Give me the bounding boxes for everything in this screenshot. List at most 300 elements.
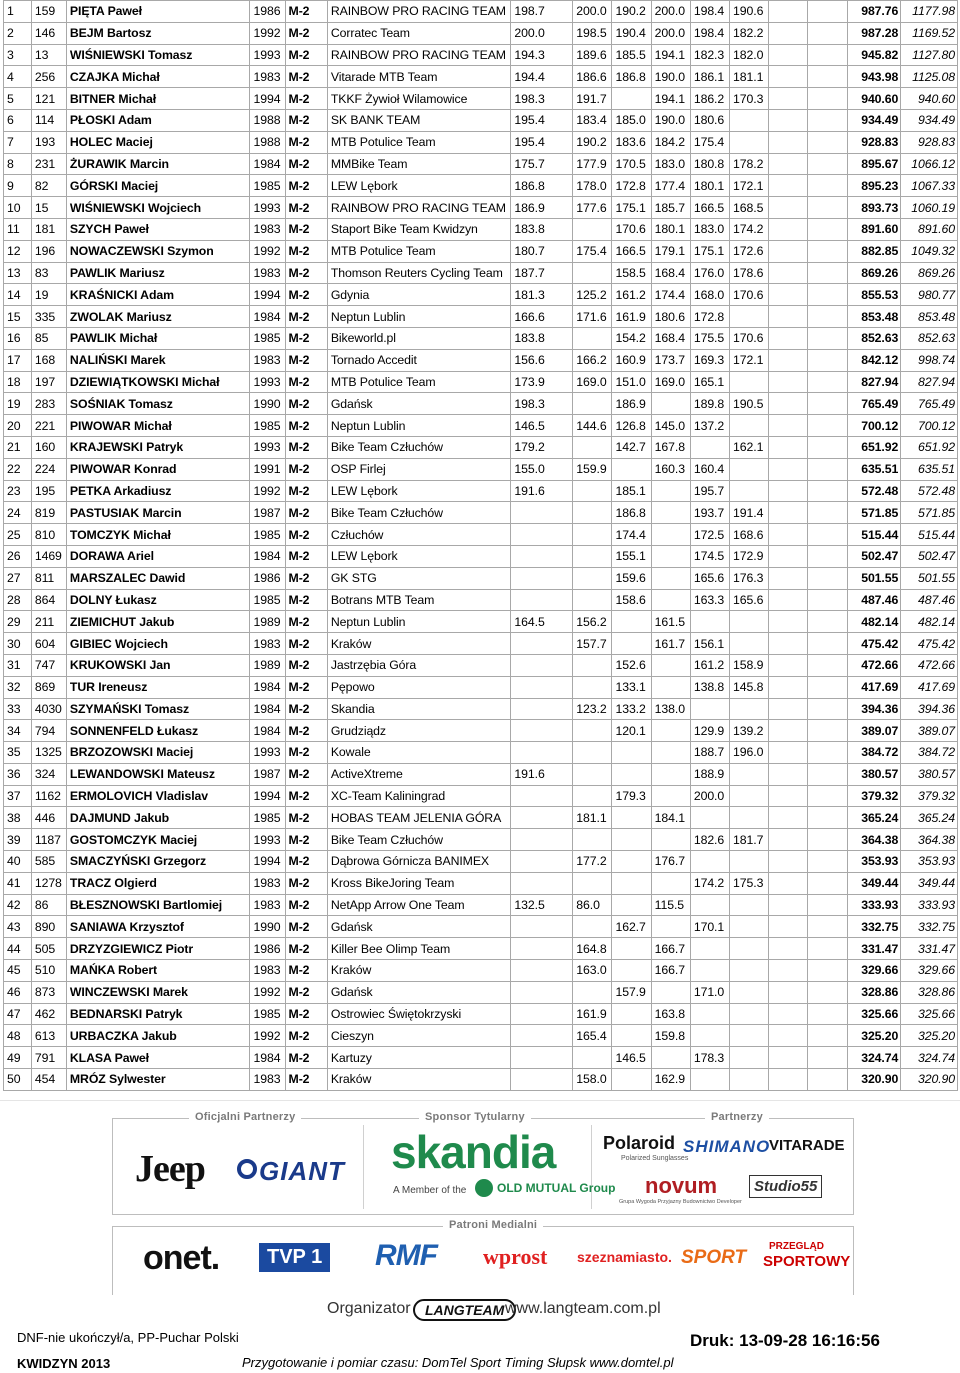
table-row [4,306,958,328]
place-cell: 16 [4,327,32,349]
bib-cell: 810 [31,524,66,546]
name-cell: PŁOSKI Adam [66,109,250,131]
stage-score-cell: 175.4 [573,240,612,262]
stage-score-cell: 180.8 [690,153,729,175]
total-cell: 394.36 [847,698,901,720]
points-cell: 384.72 [901,742,958,764]
stage-score-cell [808,131,847,153]
year-cell: 1992 [250,480,285,502]
total-cell: 945.82 [847,44,901,66]
year-cell: 1990 [250,393,285,415]
stage-score-cell [511,545,573,567]
results-table [3,0,958,1091]
stage-score-cell [690,807,729,829]
team-cell: LEW Lębork [327,175,511,197]
category-cell: M-2 [285,175,327,197]
total-cell: 853.48 [847,306,901,328]
category-cell: M-2 [285,284,327,306]
name-cell: NOWACZEWSKI Szymon [66,240,250,262]
year-cell: 1991 [250,458,285,480]
szeznamiasto-logo: szeznamiasto. [577,1249,672,1265]
stage-score-cell [769,960,808,982]
team-cell: Kraków [327,633,511,655]
points-cell: 572.48 [901,480,958,502]
stage-score-cell [511,1003,573,1025]
name-cell: WIŚNIEWSKI Wojciech [66,197,250,219]
stage-score-cell: 183.0 [651,153,690,175]
stage-score-cell: 190.5 [730,393,769,415]
points-cell: 928.83 [901,131,958,153]
stage-score-cell: 172.1 [730,349,769,371]
points-cell: 328.86 [901,981,958,1003]
stage-score-cell [612,829,651,851]
stage-score-cell [511,633,573,655]
table-row [4,524,958,546]
stage-score-cell: 194.3 [511,44,573,66]
stage-score-cell [511,1025,573,1047]
name-cell: ZIEMICHUT Jakub [66,611,250,633]
bib-cell: 613 [31,1025,66,1047]
stage-score-cell [573,480,612,502]
table-row [4,393,958,415]
points-cell: 852.63 [901,327,958,349]
bib-cell: 873 [31,981,66,1003]
stage-score-cell: 175.4 [690,131,729,153]
stage-score-cell [808,22,847,44]
official-partners-label: Oficjalni Partnerzy [189,1111,301,1123]
year-cell: 1983 [250,960,285,982]
stage-score-cell: 123.2 [573,698,612,720]
year-cell: 1993 [250,371,285,393]
stage-score-cell: 165.1 [690,371,729,393]
team-cell: Ostrowiec Świętokrzyski [327,1003,511,1025]
stage-score-cell [511,851,573,873]
name-cell: MARSZALEC Dawid [66,567,250,589]
table-row [4,502,958,524]
stage-score-cell [769,284,808,306]
name-cell: SMACZYŃSKI Grzegorz [66,851,250,873]
total-cell: 928.83 [847,131,901,153]
team-cell: Gdynia [327,284,511,306]
bib-cell: 86 [31,894,66,916]
total-cell: 893.73 [847,197,901,219]
points-cell: 940.60 [901,88,958,110]
place-cell: 11 [4,218,32,240]
title-sponsor-label: Sponsor Tytularny [419,1111,531,1123]
stage-score-cell: 185.5 [612,44,651,66]
year-cell: 1985 [250,1003,285,1025]
place-cell: 25 [4,524,32,546]
stage-score-cell: 189.6 [573,44,612,66]
category-cell: M-2 [285,807,327,829]
stage-score-cell: 133.1 [612,676,651,698]
stage-score-cell: 170.6 [612,218,651,240]
stage-score-cell: 138.8 [690,676,729,698]
table-row [4,611,958,633]
bib-cell: 811 [31,567,66,589]
stage-score-cell: 200.0 [573,1,612,23]
stage-score-cell: 190.2 [573,131,612,153]
stage-score-cell: 160.4 [690,458,729,480]
stage-score-cell [769,742,808,764]
stage-score-cell: 158.9 [730,654,769,676]
team-cell: ActiveXtreme [327,763,511,785]
stage-score-cell [769,153,808,175]
stage-score-cell: 165.4 [573,1025,612,1047]
stage-score-cell: 190.0 [651,109,690,131]
przeglad-sportowy-top: PRZEGLĄD [769,1241,824,1252]
place-cell: 18 [4,371,32,393]
stage-score-cell [808,1047,847,1069]
stage-score-cell: 191.4 [730,502,769,524]
year-cell: 1992 [250,240,285,262]
table-row [4,480,958,502]
stage-score-cell: 179.1 [651,240,690,262]
stage-score-cell: 161.7 [651,633,690,655]
table-row [4,545,958,567]
year-cell: 1989 [250,654,285,676]
stage-score-cell [808,676,847,698]
name-cell: MRÓZ Sylwester [66,1069,250,1091]
stage-score-cell [769,175,808,197]
stage-score-cell: 172.5 [690,524,729,546]
stage-score-cell [612,872,651,894]
stage-score-cell: 174.4 [651,284,690,306]
category-cell: M-2 [285,524,327,546]
category-cell: M-2 [285,371,327,393]
total-cell: 827.94 [847,371,901,393]
name-cell: BEJM Bartosz [66,22,250,44]
stage-score-cell: 170.6 [730,284,769,306]
year-cell: 1984 [250,676,285,698]
bib-cell: 195 [31,480,66,502]
bib-cell: 1162 [31,785,66,807]
stage-score-cell [769,1003,808,1025]
tvp-sport-logo: SPORT [681,1247,747,1268]
total-cell: 349.44 [847,872,901,894]
name-cell: SZYMAŃSKI Tomasz [66,698,250,720]
stage-score-cell: 172.6 [730,240,769,262]
total-cell: 891.60 [847,218,901,240]
points-cell: 934.49 [901,109,958,131]
table-row [4,240,958,262]
stage-score-cell [730,1047,769,1069]
team-cell: Bike Team Człuchów [327,829,511,851]
place-cell: 48 [4,1025,32,1047]
stage-score-cell: 169.0 [651,371,690,393]
stage-score-cell: 185.0 [612,109,651,131]
stage-score-cell [730,371,769,393]
year-cell: 1983 [250,1069,285,1091]
team-cell: RAINBOW PRO RACING TEAM [327,1,511,23]
points-cell: 324.74 [901,1047,958,1069]
year-cell: 1984 [250,306,285,328]
stage-score-cell: 166.2 [573,349,612,371]
points-cell: 331.47 [901,938,958,960]
year-cell: 1994 [250,851,285,873]
stage-score-cell [612,611,651,633]
total-cell: 987.28 [847,22,901,44]
stage-score-cell [573,545,612,567]
points-cell: 827.94 [901,371,958,393]
stage-score-cell: 145.0 [651,415,690,437]
table-row [4,785,958,807]
stage-score-cell [769,480,808,502]
polaroid-subtext: Polarized Sunglasses [621,1155,689,1162]
stage-score-cell: 181.7 [730,829,769,851]
stage-score-cell [612,938,651,960]
year-cell: 1994 [250,88,285,110]
category-cell: M-2 [285,1,327,23]
place-cell: 6 [4,109,32,131]
category-cell: M-2 [285,1069,327,1091]
stage-score-cell [769,1069,808,1091]
stage-score-cell [651,916,690,938]
name-cell: MAŃKA Robert [66,960,250,982]
team-cell: TKKF Żywioł Wilamowice [327,88,511,110]
langteam-website: www.langteam.com.pl [505,1300,661,1317]
table-row [4,916,958,938]
stage-score-cell: 186.8 [511,175,573,197]
place-cell: 32 [4,676,32,698]
stage-score-cell: 193.7 [690,502,729,524]
stage-score-cell: 165.6 [690,567,729,589]
stage-score-cell: 183.8 [511,218,573,240]
stage-score-cell [808,894,847,916]
place-cell: 24 [4,502,32,524]
year-cell: 1985 [250,589,285,611]
year-cell: 1990 [250,916,285,938]
stage-score-cell [612,1069,651,1091]
stage-score-cell: 172.8 [612,175,651,197]
year-cell: 1987 [250,502,285,524]
stage-score-cell: 186.2 [690,88,729,110]
stage-score-cell: 156.2 [573,611,612,633]
total-cell: 852.63 [847,327,901,349]
table-row [4,676,958,698]
table-row [4,851,958,873]
stage-score-cell [651,589,690,611]
stage-score-cell [730,611,769,633]
stage-score-cell [730,458,769,480]
stage-score-cell [769,66,808,88]
name-cell: HOLEC Maciej [66,131,250,153]
bib-cell: 1469 [31,545,66,567]
year-cell: 1985 [250,327,285,349]
stage-score-cell [730,981,769,1003]
stage-score-cell: 186.8 [612,502,651,524]
stage-score-cell: 175.5 [690,327,729,349]
place-cell: 14 [4,284,32,306]
stage-score-cell [690,436,729,458]
place-cell: 49 [4,1047,32,1069]
name-cell: GÓRSKI Maciej [66,175,250,197]
stage-score-cell [651,763,690,785]
place-cell: 46 [4,981,32,1003]
place-cell: 17 [4,349,32,371]
stage-score-cell: 198.3 [511,393,573,415]
table-row [4,88,958,110]
year-cell: 1984 [250,153,285,175]
table-row [4,197,958,219]
stage-score-cell [511,829,573,851]
stage-score-cell [808,960,847,982]
stage-score-cell [573,327,612,349]
category-cell: M-2 [285,415,327,437]
stage-score-cell: 167.8 [651,436,690,458]
total-cell: 320.90 [847,1069,901,1091]
table-row [4,109,958,131]
stage-score-cell [808,480,847,502]
total-cell: 328.86 [847,981,901,1003]
category-cell: M-2 [285,66,327,88]
stage-score-cell [651,785,690,807]
place-cell: 47 [4,1003,32,1025]
stage-score-cell [511,742,573,764]
bib-cell: 1187 [31,829,66,851]
bib-cell: 794 [31,720,66,742]
table-row [4,1069,958,1091]
team-cell: RAINBOW PRO RACING TEAM [327,197,511,219]
year-cell: 1994 [250,785,285,807]
stage-score-cell [808,1003,847,1025]
total-cell: 501.55 [847,567,901,589]
stage-score-cell [808,284,847,306]
stage-score-cell: 195.7 [690,480,729,502]
year-cell: 1992 [250,1025,285,1047]
team-cell: Kartuzy [327,1047,511,1069]
name-cell: TRACZ Olgierd [66,872,250,894]
points-cell: 869.26 [901,262,958,284]
stage-score-cell [511,1069,573,1091]
category-cell: M-2 [285,109,327,131]
total-cell: 869.26 [847,262,901,284]
points-cell: 364.38 [901,829,958,851]
place-cell: 20 [4,415,32,437]
stage-score-cell: 146.5 [612,1047,651,1069]
stage-score-cell: 160.3 [651,458,690,480]
table-row [4,698,958,720]
stage-score-cell: 194.1 [651,44,690,66]
name-cell: KRUKOWSKI Jan [66,654,250,676]
shimano-logo: SHIMANO [683,1137,771,1156]
stage-score-cell: 161.9 [573,1003,612,1025]
stage-score-cell: 139.2 [730,720,769,742]
category-cell: M-2 [285,938,327,960]
category-cell: M-2 [285,480,327,502]
stage-score-cell [690,611,729,633]
bib-cell: 82 [31,175,66,197]
stage-score-cell [730,916,769,938]
stage-score-cell: 126.8 [612,415,651,437]
stage-score-cell [730,131,769,153]
stage-score-cell: 172.8 [690,306,729,328]
place-cell: 43 [4,916,32,938]
stage-score-cell [651,872,690,894]
stage-score-cell [573,589,612,611]
stage-score-cell [769,458,808,480]
category-cell: M-2 [285,44,327,66]
bib-cell: 13 [31,44,66,66]
name-cell: DOLNY Łukasz [66,589,250,611]
table-row [4,436,958,458]
points-cell: 365.24 [901,807,958,829]
stage-score-cell: 181.1 [573,807,612,829]
stage-score-cell: 170.6 [730,327,769,349]
bib-cell: 196 [31,240,66,262]
stage-score-cell [511,502,573,524]
team-cell: LEW Lębork [327,480,511,502]
novum-subtext: Grupa Wygoda Przyjazny Budownictwo Developer [619,1199,742,1205]
place-cell: 9 [4,175,32,197]
timing-credit: Przygotowanie i pomiar czasu: DomTel Sport Timing Słupsk www.domtel.pl [242,1355,674,1370]
stage-score-cell [573,262,612,284]
team-cell: Kraków [327,960,511,982]
team-cell: Bikeworld.pl [327,327,511,349]
total-cell: 329.66 [847,960,901,982]
stage-score-cell [573,916,612,938]
team-cell: SK BANK TEAM [327,109,511,131]
stage-score-cell [730,698,769,720]
stage-score-cell: 195.4 [511,131,573,153]
stage-score-cell [769,218,808,240]
stage-score-cell [769,916,808,938]
year-cell: 1988 [250,131,285,153]
stage-score-cell: 132.5 [511,894,573,916]
name-cell: BŁESZNOWSKI Bartlomiej [66,894,250,916]
total-cell: 379.32 [847,785,901,807]
stage-score-cell: 168.6 [730,524,769,546]
stage-score-cell: 168.0 [690,284,729,306]
stage-score-cell [808,436,847,458]
stage-score-cell: 151.0 [612,371,651,393]
stage-score-cell [690,1069,729,1091]
name-cell: DAJMUND Jakub [66,807,250,829]
table-row [4,742,958,764]
team-cell: Neptun Lublin [327,611,511,633]
stage-score-cell [769,654,808,676]
stage-score-cell [769,109,808,131]
points-cell: 651.92 [901,436,958,458]
table-row [4,807,958,829]
bib-cell: 890 [31,916,66,938]
year-cell: 1988 [250,109,285,131]
langteam-logo: LANGTEAM [413,1299,516,1321]
stage-score-cell: 190.0 [651,66,690,88]
points-cell: 998.74 [901,349,958,371]
category-cell: M-2 [285,851,327,873]
studio55-logo: Studio55 [749,1175,822,1198]
table-row [4,1047,958,1069]
stage-score-cell [769,393,808,415]
team-cell: Thomson Reuters Cycling Team [327,262,511,284]
stage-score-cell [808,393,847,415]
category-cell: M-2 [285,458,327,480]
total-cell: 842.12 [847,349,901,371]
stage-score-cell: 163.3 [690,589,729,611]
stage-score-cell: 156.1 [690,633,729,655]
stage-score-cell: 158.0 [573,1069,612,1091]
stage-score-cell: 179.2 [511,436,573,458]
stage-score-cell [651,981,690,1003]
stage-score-cell [612,1025,651,1047]
stage-score-cell: 155.0 [511,458,573,480]
total-cell: 943.98 [847,66,901,88]
stage-score-cell [769,240,808,262]
stage-score-cell [511,1047,573,1069]
stage-score-cell: 159.6 [612,567,651,589]
stage-score-cell: 190.2 [612,1,651,23]
